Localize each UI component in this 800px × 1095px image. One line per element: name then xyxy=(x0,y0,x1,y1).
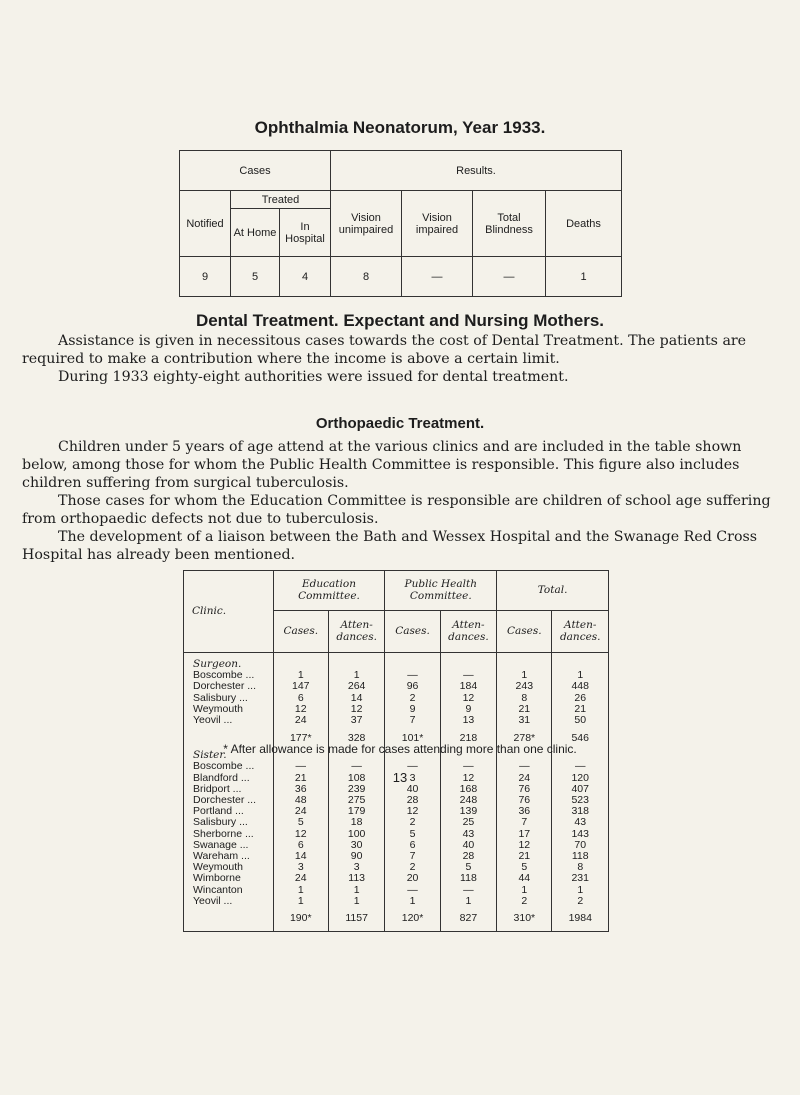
clinic-value-cell: 40 xyxy=(440,840,496,851)
dental-paragraph-1: Assistance is given in necessitous cases towards the cost of Dental Treatment. The patients are required to make a contribution where the income is above a certain limit. xyxy=(22,333,747,367)
clinic-value-cell: 147 xyxy=(273,681,328,692)
oph-data-row xyxy=(180,257,622,297)
clinic-value-cell: — xyxy=(440,670,496,681)
clinic-value-cell: 1 xyxy=(328,670,384,681)
dental-title: Dental Treatment. Expectant and Nursing Mothers. xyxy=(195,311,605,330)
clinic-name-cell: Weymouth xyxy=(184,862,274,873)
clinic-value-cell: 21 xyxy=(273,773,328,784)
clinic-row xyxy=(184,715,609,726)
clinic-value-cell: 44 xyxy=(497,873,552,884)
clinic-value-cell: 184 xyxy=(440,681,496,692)
orthopaedic-title: Orthopaedic Treatment. xyxy=(315,415,485,432)
clinic-value-cell: 3 xyxy=(385,773,440,784)
clinic-value-cell: 278* xyxy=(497,726,552,750)
clinic-value-cell: 21 xyxy=(497,704,552,715)
ophthalmia-title: Ophthalmia Neonatorum, Year 1933. xyxy=(254,118,546,137)
clinic-value-cell: 101* xyxy=(385,726,440,750)
clinic-value-cell: 17 xyxy=(497,829,552,840)
clinic-name-cell: Sherborne ... xyxy=(184,829,274,840)
clinic-value-cell: 5 xyxy=(497,862,552,873)
clinic-value-cell: 3 xyxy=(273,862,328,873)
ophthalmia-table xyxy=(179,150,622,297)
clinic-value-cell: — xyxy=(497,761,552,772)
clinic-value-cell: 2 xyxy=(385,817,440,828)
clinic-value-cell: 12 xyxy=(440,773,496,784)
clinic-value-cell: 407 xyxy=(552,784,609,795)
clinic-value-cell: 14 xyxy=(273,851,328,862)
clinic-value-cell: 9 xyxy=(385,704,440,715)
clinic-name-cell: Wincanton xyxy=(184,885,274,896)
oph-header-total-blindness: Total Blindness xyxy=(473,191,546,257)
clinic-value-cell: 1 xyxy=(552,670,609,681)
clinic-value-cell: 5 xyxy=(440,862,496,873)
clinic-row xyxy=(184,862,609,873)
orthopaedic-paragraph-3: The development of a liaison between the Bath and Wessex Hospital and the Swanage Red Cross Hospital has already been mentioned. xyxy=(22,529,758,563)
oph-header-deaths: Deaths xyxy=(546,191,622,257)
clinic-value-cell: 5 xyxy=(273,817,328,828)
clinic-value-cell: — xyxy=(273,761,328,772)
clinic-row xyxy=(184,681,609,692)
clinic-name-cell: Weymouth xyxy=(184,704,274,715)
clinic-value-cell: 1 xyxy=(273,670,328,681)
clinic-value-cell: 7 xyxy=(497,817,552,828)
clinic-value-cell: 30 xyxy=(328,840,384,851)
oph-header-treated: Treated xyxy=(231,191,331,209)
clinic-value-cell: 13 xyxy=(440,715,496,726)
clinic-value-cell: 40 xyxy=(385,784,440,795)
clinic-value-cell: 1 xyxy=(328,896,384,907)
clinic-value-cell: 43 xyxy=(552,817,609,828)
clinic-value-cell: 177* xyxy=(273,726,328,750)
clinic-value-cell: 12 xyxy=(328,704,384,715)
clinic-value-cell: 25 xyxy=(440,817,496,828)
clinic-value-cell: 36 xyxy=(273,784,328,795)
clinic-value-cell: 318 xyxy=(552,806,609,817)
clinic-row xyxy=(184,896,609,907)
oph-header-vision-unimpaired: Vision unimpaired xyxy=(331,191,402,257)
clinic-value-cell: 118 xyxy=(552,851,609,862)
oph-header-results: Results. xyxy=(331,151,622,191)
clinic-header-total: Total. xyxy=(497,571,609,611)
clinic-name-cell xyxy=(184,907,274,932)
clinic-value-cell: 28 xyxy=(385,795,440,806)
clinic-value-cell: 1 xyxy=(273,885,328,896)
clinic-value-cell: — xyxy=(440,761,496,772)
sister-section-label: Sister. xyxy=(184,750,274,761)
clinic-value-cell: 827 xyxy=(440,907,496,932)
clinic-value-cell: — xyxy=(385,670,440,681)
clinic-value-cell: 2 xyxy=(385,693,440,704)
clinic-value-cell: 310* xyxy=(497,907,552,932)
clinic-value-cell: 100 xyxy=(328,829,384,840)
clinic-name-cell: Salisbury ... xyxy=(184,693,274,704)
clinic-value-cell: 96 xyxy=(385,681,440,692)
oph-header-in-hospital: In Hospital xyxy=(280,209,331,257)
clinic-value-cell: 28 xyxy=(440,851,496,862)
clinic-value-cell: 1 xyxy=(440,896,496,907)
oph-header-vision-impaired: Vision impaired xyxy=(402,191,473,257)
clinic-value-cell: 218 xyxy=(440,726,496,750)
clinic-value-cell: 12 xyxy=(440,693,496,704)
clinic-value-cell: 12 xyxy=(385,806,440,817)
clinic-value-cell: 24 xyxy=(497,773,552,784)
clinic-row xyxy=(184,851,609,862)
clinic-value-cell: — xyxy=(440,885,496,896)
clinic-value-cell: 248 xyxy=(440,795,496,806)
clinic-value-cell: 239 xyxy=(328,784,384,795)
clinic-value-cell: 76 xyxy=(497,784,552,795)
orthopaedic-paragraph-2: Those cases for whom the Education Committee is responsible are children of school age suffering from orthopaedic defects not due to tuberculosis. xyxy=(22,493,771,527)
oph-cell: — xyxy=(473,257,546,297)
clinic-name-cell: Dorchester ... xyxy=(184,681,274,692)
clinic-value-cell: 3 xyxy=(328,862,384,873)
clinic-value-cell: 108 xyxy=(328,773,384,784)
clinic-value-cell: 1 xyxy=(273,896,328,907)
clinic-row xyxy=(184,817,609,828)
dental-paragraph-2: During 1933 eighty-eight authorities were issued for dental treatment. xyxy=(58,369,569,385)
clinic-name-cell: Boscombe ... xyxy=(184,761,274,772)
clinic-header-clinic: Clinic. xyxy=(184,571,274,653)
clinic-value-cell: 118 xyxy=(440,873,496,884)
clinic-value-cell: 179 xyxy=(328,806,384,817)
clinic-value-cell: 24 xyxy=(273,873,328,884)
oph-header-at-home: At Home xyxy=(231,209,280,257)
clinic-value-cell: 275 xyxy=(328,795,384,806)
clinic-value-cell: 21 xyxy=(552,704,609,715)
clinic-value-cell: 7 xyxy=(385,715,440,726)
clinic-value-cell: 50 xyxy=(552,715,609,726)
clinic-value-cell: 143 xyxy=(552,829,609,840)
clinic-value-cell: 14 xyxy=(328,693,384,704)
clinic-value-cell: 139 xyxy=(440,806,496,817)
clinic-subtotal-row xyxy=(184,907,609,932)
clinic-value-cell: — xyxy=(552,761,609,772)
clinic-value-cell: 1157 xyxy=(328,907,384,932)
clinic-value-cell: 113 xyxy=(328,873,384,884)
clinic-value-cell: 448 xyxy=(552,681,609,692)
clinic-row xyxy=(184,873,609,884)
clinic-value-cell: 523 xyxy=(552,795,609,806)
clinic-value-cell: 1 xyxy=(497,670,552,681)
oph-cell: — xyxy=(402,257,473,297)
clinic-header-edu-attendances: Atten- dances. xyxy=(328,611,384,653)
clinic-value-cell: 8 xyxy=(497,693,552,704)
clinic-value-cell: 6 xyxy=(273,693,328,704)
clinic-value-cell: 5 xyxy=(385,829,440,840)
clinic-header-total-attendances: Atten- dances. xyxy=(552,611,609,653)
clinic-header-edu-cases: Cases. xyxy=(273,611,328,653)
clinic-value-cell: 328 xyxy=(328,726,384,750)
clinic-value-cell: 7 xyxy=(385,851,440,862)
clinic-name-cell: Boscombe ... xyxy=(184,670,274,681)
clinic-value-cell: 36 xyxy=(497,806,552,817)
clinic-name-cell: Blandford ... xyxy=(184,773,274,784)
clinic-name-cell: Yeovil ... xyxy=(184,715,274,726)
clinic-value-cell: 264 xyxy=(328,681,384,692)
surgeon-section-label: Surgeon. xyxy=(184,659,274,670)
clinic-value-cell: 12 xyxy=(497,840,552,851)
oph-header-cases: Cases xyxy=(180,151,331,191)
clinic-value-cell: 1 xyxy=(497,885,552,896)
oph-cell: 4 xyxy=(280,257,331,297)
clinic-value-cell: 18 xyxy=(328,817,384,828)
clinic-name-cell: Dorchester ... xyxy=(184,795,274,806)
clinic-value-cell: 243 xyxy=(497,681,552,692)
oph-cell: 8 xyxy=(331,257,402,297)
clinic-name-cell: Yeovil ... xyxy=(184,896,274,907)
clinic-value-cell: 2 xyxy=(497,896,552,907)
clinic-value-cell: 70 xyxy=(552,840,609,851)
clinic-value-cell: 1 xyxy=(328,885,384,896)
clinic-value-cell: 190* xyxy=(273,907,328,932)
orthopaedic-paragraph-1: Children under 5 years of age attend at the various clinics and are included in the table shown below, among those for whom the Public Health Committee is responsible. This figure also includes children suffering from surgical tuberculosis. xyxy=(22,439,742,491)
clinic-value-cell: 120 xyxy=(552,773,609,784)
clinic-value-cell: 31 xyxy=(497,715,552,726)
clinic-row xyxy=(184,885,609,896)
clinic-value-cell: 24 xyxy=(273,806,328,817)
clinic-value-cell: — xyxy=(328,761,384,772)
clinic-value-cell: 2 xyxy=(385,862,440,873)
oph-header-notified: Notified xyxy=(180,191,231,257)
clinic-value-cell: 76 xyxy=(497,795,552,806)
clinic-value-cell: 1984 xyxy=(552,907,609,932)
clinic-row xyxy=(184,704,609,715)
oph-cell: 5 xyxy=(231,257,280,297)
clinic-header-total-cases: Cases. xyxy=(497,611,552,653)
clinic-name-cell: Swanage ... xyxy=(184,840,274,851)
clinic-header-public-health: Public Health Committee. xyxy=(385,571,497,611)
clinic-value-cell: 168 xyxy=(440,784,496,795)
clinic-value-cell: 120* xyxy=(385,907,440,932)
clinic-row xyxy=(184,795,609,806)
clinic-value-cell: 1 xyxy=(385,896,440,907)
clinic-value-cell: 6 xyxy=(273,840,328,851)
oph-cell: 9 xyxy=(180,257,231,297)
clinic-row xyxy=(184,693,609,704)
clinic-name-cell: Wimborne xyxy=(184,873,274,884)
clinic-value-cell: 20 xyxy=(385,873,440,884)
clinic-value-cell: 43 xyxy=(440,829,496,840)
clinic-value-cell: 12 xyxy=(273,829,328,840)
clinic-value-cell: 24 xyxy=(273,715,328,726)
clinic-value-cell: 546 xyxy=(552,726,609,750)
clinic-value-cell: 8 xyxy=(552,862,609,873)
clinic-value-cell: 231 xyxy=(552,873,609,884)
clinic-value-cell: 37 xyxy=(328,715,384,726)
clinic-value-cell: 90 xyxy=(328,851,384,862)
clinic-value-cell: 48 xyxy=(273,795,328,806)
clinic-value-cell: — xyxy=(385,761,440,772)
clinic-value-cell: 21 xyxy=(497,851,552,862)
clinic-name-cell: Wareham ... xyxy=(184,851,274,862)
clinic-value-cell: 26 xyxy=(552,693,609,704)
clinic-name-cell: Salisbury ... xyxy=(184,817,274,828)
clinic-name-cell: Portland ... xyxy=(184,806,274,817)
clinic-value-cell: 9 xyxy=(440,704,496,715)
clinic-name-cell: Bridport ... xyxy=(184,784,274,795)
clinic-value-cell: 1 xyxy=(552,885,609,896)
clinic-header-ph-attendances: Atten- dances. xyxy=(440,611,496,653)
clinic-value-cell: — xyxy=(385,885,440,896)
clinic-value-cell: 12 xyxy=(273,704,328,715)
clinic-value-cell: 2 xyxy=(552,896,609,907)
oph-cell: 1 xyxy=(546,257,622,297)
clinic-header-ph-cases: Cases. xyxy=(385,611,440,653)
clinic-header-education: Education Committee. xyxy=(273,571,385,611)
clinic-value-cell: 6 xyxy=(385,840,440,851)
page-number: 13 xyxy=(392,770,408,785)
footnote: * After allowance is made for cases attending more than one clinic. xyxy=(223,742,577,756)
